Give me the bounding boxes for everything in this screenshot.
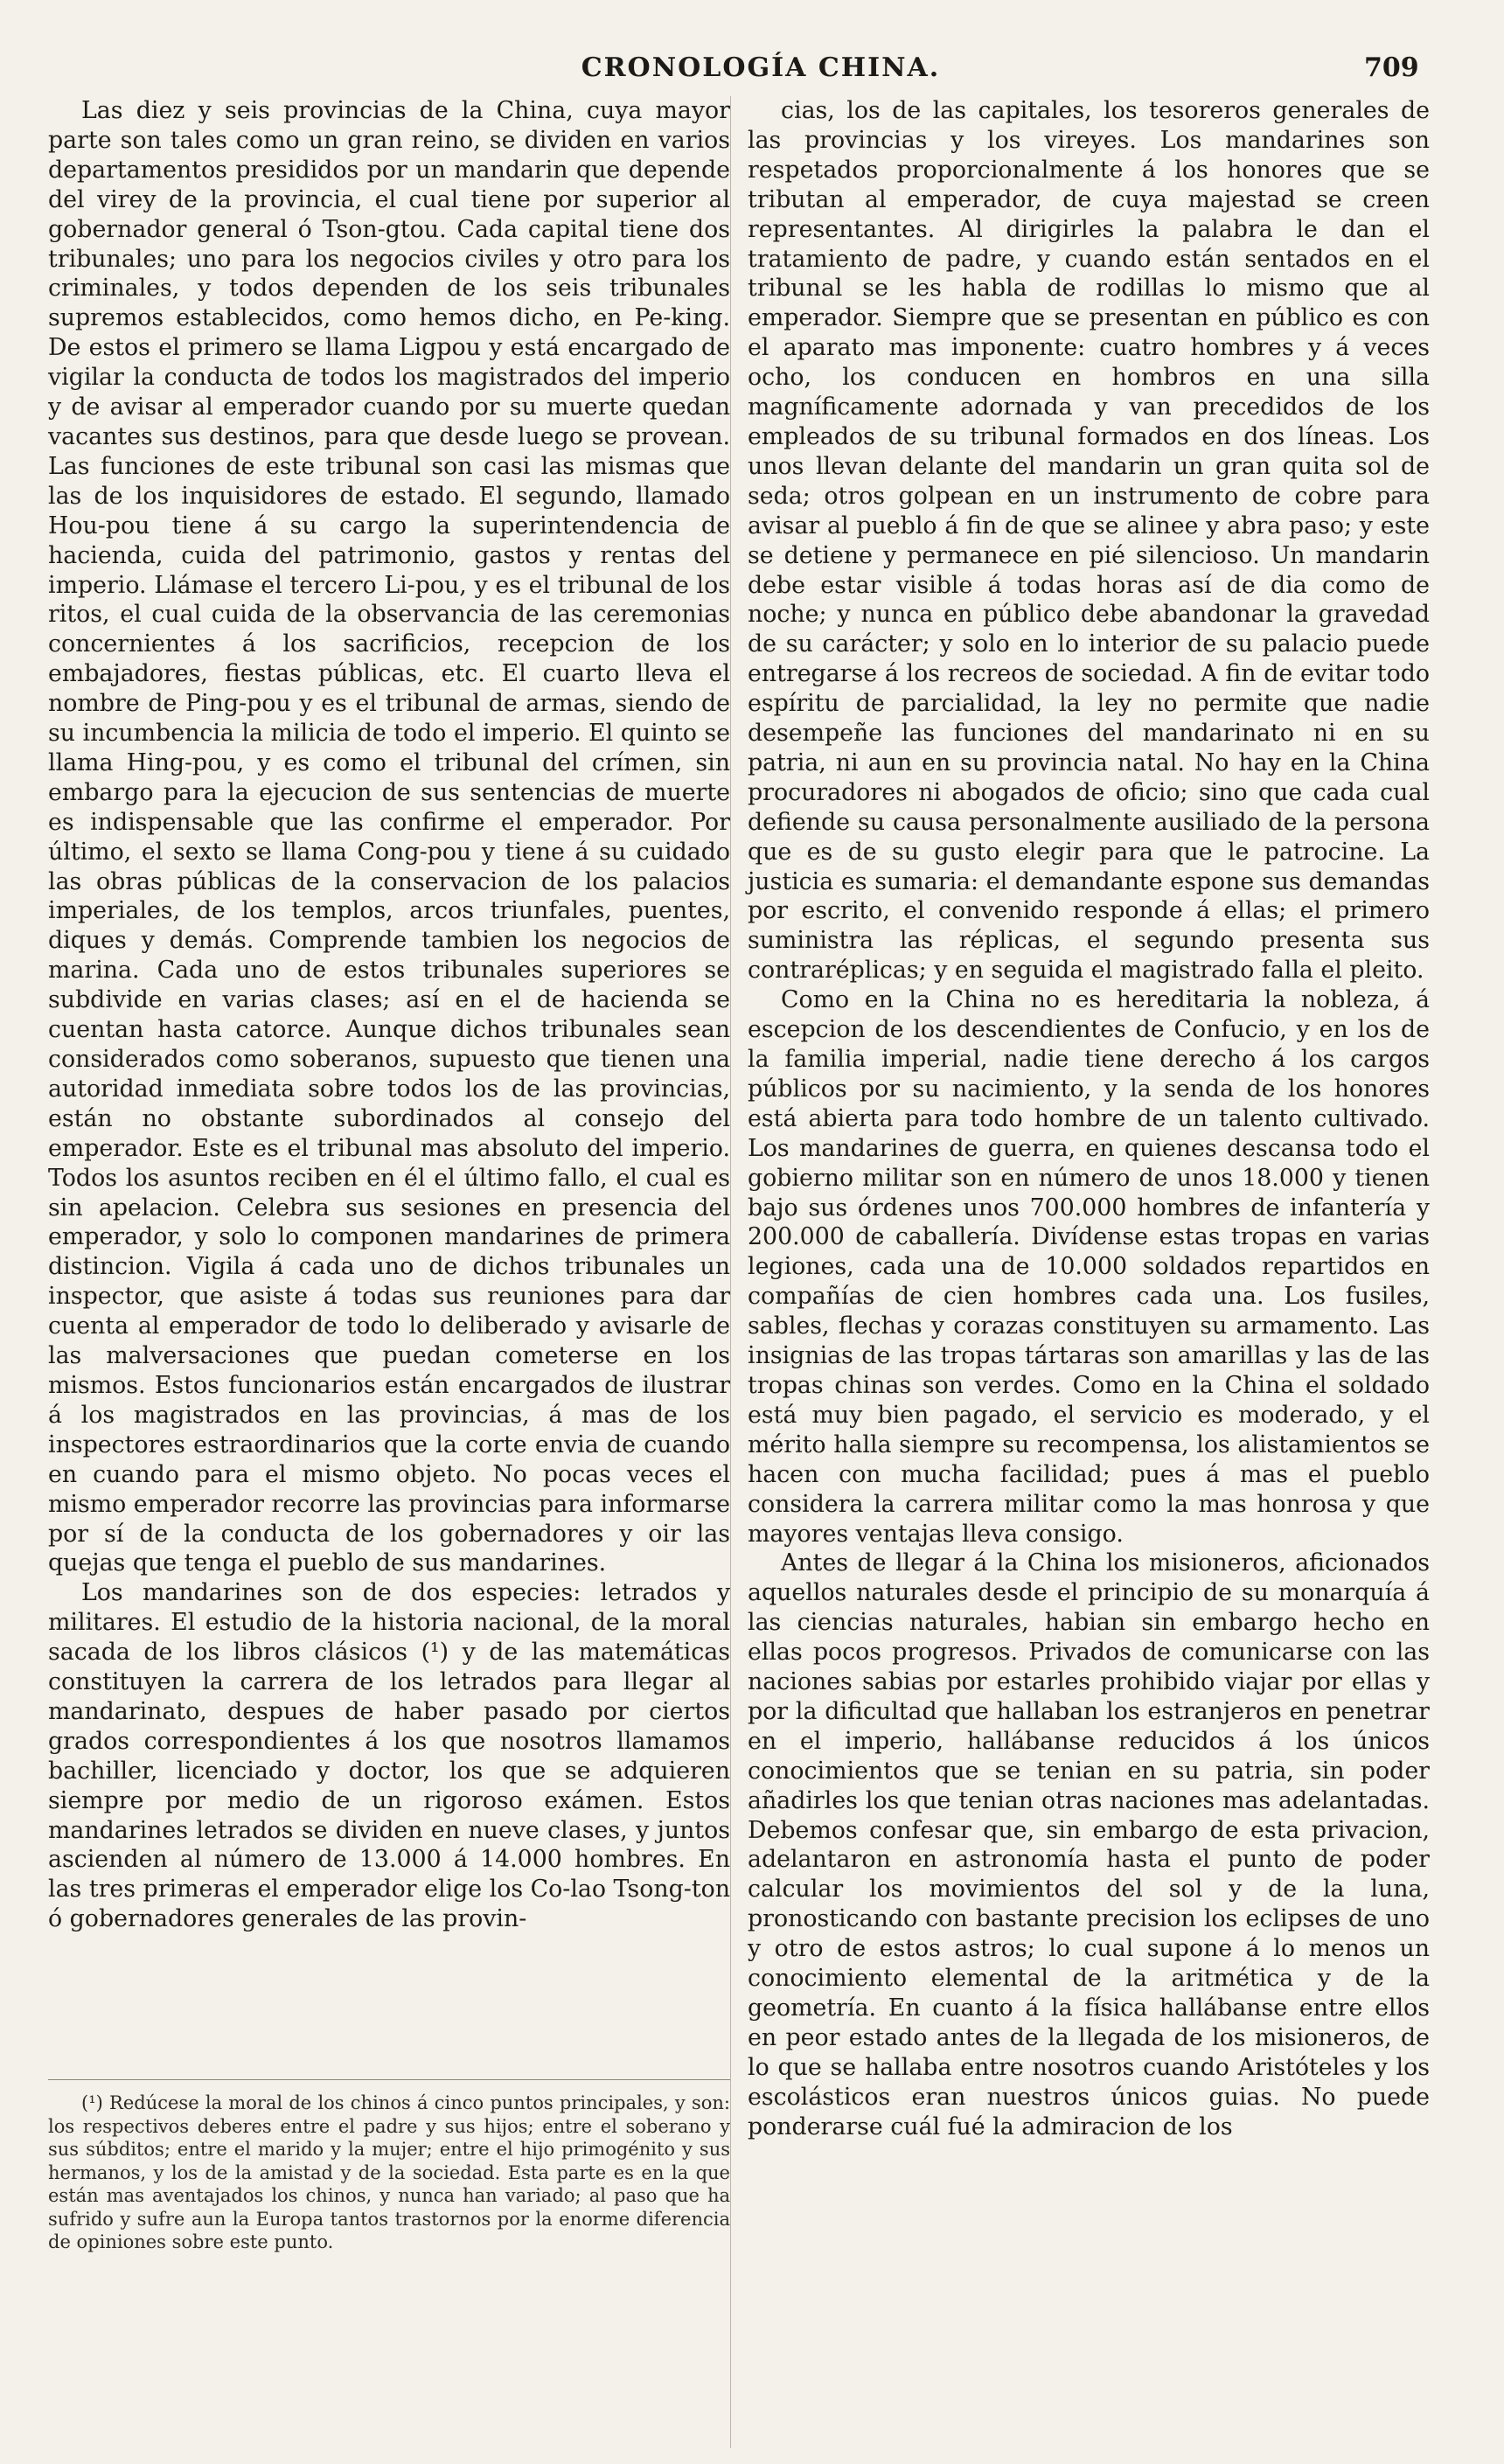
footnote-divider: [48, 2079, 730, 2080]
right-column: [748, 96, 1430, 2142]
paragraph: Los mandarines son de dos especies: letrados y militares. El estudio de la historia nacional, de la moral sacada de los libros clásicos (¹) y de las matemáticas constituyen la carrera de los letrados para llegar al mandarinato, despues de haber pasado por ciertos grados correspondientes á los que nosotros llamamos bachiller, licenciado y doctor, los que se adquieren siempre por medio de un rigoroso exámen. Estos mandarines letrados se dividen en nueve clases, y juntos ascienden al número de 13.000 á 14.000 hombres. En las tres primeras el emperador elige los Co-lao Tsong-ton ó gobernadores generales de las provin-: [48, 1579, 730, 1933]
footnote: [48, 2092, 730, 2254]
column-divider: [730, 96, 731, 2448]
left-column: [48, 96, 730, 1934]
paragraph: Las diez y seis provincias de la China, cuya mayor parte son tales como un gran reino, se dividen en varios departamentos presididos por un mandarin que depende del virey de la provincia, el cual tiene por superior al gobernador general ó Tson-gtou. Cada capital tiene dos tribunales; uno para los negocios civiles y otro para los criminales, y todos dependen de los seis tribunales supremos establecidos, como hemos dicho, en Pe-king. De estos el primero se llama Ligpou y está encargado de vigilar la conducta de todos los magistrados del imperio y de avisar al emperador cuando por su muerte quedan vacantes sus destinos, para que desde luego se provean. Las funciones de este tribunal son casi las mismas que las de los inquisidores de estado. El segundo, llamado Hou-pou tiene á su cargo la superintendencia de hacienda, cuida del patrimonio, gastos y rentas del imperio. Llámase el tercero Li-pou, y es el tribunal de los ritos, el cual cuida de la observancia de las ceremonias concernientes á los sacrificios, recepcion de los embajadores, fiestas públicas, etc. El cuarto lleva el nombre de Ping-pou y es el tribunal de armas, siendo de su incumbencia la milicia de todo el imperio. El quinto se llama Hing-pou, y es como el tribunal del crímen, sin embargo para la ejecucion de sus sentencias de muerte es indispensable que las confirme el emperador. Por último, el sexto se llama Cong-pou y tiene á su cuidado las obras públicas de la conservacion de los palacios imperiales, de los templos, arcos triunfales, puentes, diques y demás. Comprende tambien los negocios de marina. Cada uno de estos tribunales superiores se subdivide en varias clases; así en el de hacienda se cuentan hasta catorce. Aunque dichos tribunales sean considerados como soberanos, supuesto que tienen una autoridad inmediata sobre todos los de las provincias, están no obstante subordinados al consejo del emperador. Este es el tribunal mas absoluto del imperio. Todos los asuntos reciben en él el último fallo, el cual es sin apelacion. Celebra sus sesiones en presencia del emperador, y solo lo componen mandarines de primera distincion. Vigila á cada uno de dichos tribunales un inspector, que asiste á todas sus reuniones para dar cuenta al emperador de todo lo deliberado y avisarle de las malversaciones que puedan cometerse en los mismos. Estos funcionarios están encargados de ilustrar á los magistrados en las provincias, á mas de los inspectores estraordinarios que la corte envia de cuando en cuando para el mismo objeto. No pocas veces el mismo emperador recorre las provincias para informarse por sí de la conducta de los gobernadores y oir las quejas que tenga el pueblo de sus mandarines.: [48, 97, 730, 1577]
paragraph: cias, los de las capitales, los tesoreros generales de las provincias y los vireyes. Los mandarines son respetados proporcionalmente á los honores que se tributan al emperador, de cuya majestad se creen representantes. Al dirigirles la palabra le dan el tratamiento de padre, y cuando están sentados en el tribunal se les habla de rodillas lo mismo que al emperador. Siempre que se presentan en público es con el aparato mas imponente: cuatro hombres y á veces ocho, los conducen en hombros en una silla magníficamente adornada y van precedidos de los empleados de su tribunal formados en dos líneas. Los unos llevan delante del mandarin un gran quita sol de seda; otros golpean en un instrumento de cobre para avisar al pueblo á fin de que se alinee y abra paso; y este se detiene y permanece en pié silencioso. Un mandarin debe estar visible á todas horas así de dia como de noche; y nunca en público debe abandonar la gravedad de su carácter; y solo en lo interior de su palacio puede entregarse á los recreos de sociedad. A fin de evitar todo espíritu de parcialidad, la ley no permite que nadie desempeñe las funciones del mandarinato ni en su patria, ni aun en su provincia natal. No hay en la China procuradores ni abogados de oficio; sino que cada cual defiende su causa personalmente ausiliado de la persona que es de su gusto elegir para que le patrocine. La justicia es sumaria: el demandante espone sus demandas por escrito, el convenido responde á ellas; el primero suministra las réplicas, el segundo presenta sus contraréplicas; y en seguida el magistrado falla el pleito.: [748, 97, 1430, 985]
paragraph: Antes de llegar á la China los misioneros, aficionados aquellos naturales desde el principio de su monarquía á las ciencias naturales, habian sin embargo hecho en ellas pocos progresos. Privados de comunicarse con las naciones sabias por estarles prohibido viajar por ellas y por la dificultad que hallaban los estranjeros en penetrar en el imperio, hallábanse reducidos á los únicos conocimientos que se tenian en su patria, sin poder añadirles los que tenian otras naciones mas adelantadas. Debemos confesar que, sin embargo de esta privacion, adelantaron en astronomía hasta el punto de poder calcular los movimientos del sol y de la luna, pronosticando con bastante precision los eclipses de uno y otro de estos astros; lo cual supone á lo menos un conocimiento elemental de la aritmética y de la geometría. En cuanto á la física hallábanse entre ellos en peor estado antes de la llegada de los misioneros, de lo que se hallaba entre nosotros cuando Aristóteles y los escolásticos eran nuestros únicos guias. No puede ponderarse cuál fué la admiracion de los: [748, 1549, 1430, 2140]
paragraph: Como en la China no es hereditaria la nobleza, á escepcion de los descendientes de Confucio, y en los de la familia imperial, nadie tiene derecho á los cargos públicos por su nacimiento, y la senda de los honores está abierta para todo hombre de un talento cultivado. Los mandarines de guerra, en quienes descansa todo el gobierno militar son en número de unos 18.000 y tienen bajo sus órdenes unos 700.000 hombres de infantería y 200.000 de caballería. Divídense estas tropas en varias legiones, cada una de 10.000 soldados repartidos en compañías de cien hombres cada una. Los fusiles, sables, flechas y corazas constituyen su armamento. Las insignias de las tropas tártaras son amarillas y las de las tropas chinas son verdes. Como en la China el soldado está muy bien pagado, el servicio es moderado, y el mérito halla siempre su recompensa, los alistamientos se hacen con mucha facilidad; pues á mas el pueblo considera la carrera militar como la mas honrosa y que mayores ventajas lleva consigo.: [748, 986, 1430, 1548]
page-number: 709: [1364, 52, 1419, 83]
running-title: CRONOLOGÍA CHINA.: [581, 52, 941, 83]
page-header: [0, 52, 1504, 91]
footnote-text: (¹) Redúcese la moral de los chinos á cinco puntos principales, y son: los respectivos deberes entre el padre y sus hijos; entre el soberano y sus súbditos; entre el marido y la mujer; entre el hijo primogénito y sus hermanos, y los de la amistad y de la sociedad. Esta parte es en la que están mas aventajados los chinos, y nunca han variado; al paso que ha sufrido y sufre aun la Europa tantos trastornos por la enorme diferencia de opiniones sobre este punto.: [48, 2092, 730, 2252]
